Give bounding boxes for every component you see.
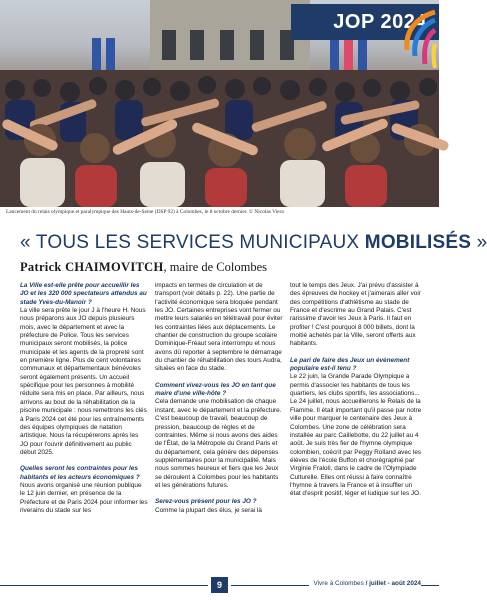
answer: tout le temps des Jeux. J'ai prévu d'assister à des épreuves de hockey et j'aimerais aller voir des compétitions d'athlétisme au stade de France et d'escrime au Grand Palais. C'est rarissime d'avoir les Jeux à Paris. Il faut en profiter ! C'est pourquoi 8 000 billets, dont la moitié achetés par la Ville, seront offerts aux habitants. <box>290 282 421 348</box>
question: Serez-vous présent pour les JO ? <box>155 498 257 506</box>
answer: Le 22 juin, la Grande Parade Olympique a permis d'associer les habitants de tous les quartiers, les clubs sportifs, les associations... Le 24 juillet, nous accueillerons le Relais de la Flamme. Il était important qu'il passe par notre ville pour marquer le centenaire des Jeux à Colombes. Une zone de célébration sera installée au parc Caillebotte, du 22 juillet au 4 août. Je suis très fier de l'hymne olympique colombien, coécrit par Peggy Rolland avec les élèves de l'école Buffon et chorégraphié par Virginie Fralolì, dans le cadre de l'Olympiade Culturelle. Elles ont réussi à faire connaître l'hymne à travers la France et à insuffler un état d'esprit positif, léger et ludique sur les JO. <box>290 373 422 498</box>
paragraph <box>290 282 422 349</box>
article-author <box>20 260 267 275</box>
article-title <box>20 232 487 254</box>
answer: impacts en termes de circulation et de transport (voir détails p. 22). Une partie de l'activité économique sera bloquée pendant les JO. Certaines entreprises vont fermer ou mettre leurs salariés en télétravail pour éviter les contraintes liées aux déplacements. Le chantier de construction du groupe scolaire Dominique-Fréaut sera interrompu et nous avons dû reporter à septembre le démarrage du chantier de réhabilitation des tours Audra, situées en face du stade. <box>155 282 283 373</box>
jop-logo-icon <box>397 10 437 70</box>
text-column-1 <box>20 282 148 523</box>
page-number: 9 <box>211 577 228 593</box>
paragraph <box>290 357 422 499</box>
footer-rule-left <box>0 585 208 586</box>
paragraph <box>155 498 283 515</box>
photo-building <box>150 0 310 78</box>
title-suffix: » <box>471 232 487 253</box>
answer: Nous avons organisé une réunion publique le 12 juin dernier, en présence de la Préfecture et de Paris 2024 pour informer les riverains du stade sur les <box>20 481 148 514</box>
crowd-illustration <box>0 70 439 207</box>
footer-magazine <box>309 580 421 587</box>
text-column-3 <box>290 282 422 507</box>
magazine-issue: / juillet - août 2024 <box>363 580 421 587</box>
question: Comment vivez-vous les JO en tant que maire d'une ville-hôte ? <box>155 381 276 398</box>
magazine-name: Vivre à Colombes <box>313 580 364 587</box>
author-role: , maire de Colombes <box>163 260 267 274</box>
title-prefix: « TOUS LES SERVICES MUNICIPAUX <box>20 232 365 253</box>
paragraph <box>20 465 148 515</box>
answer: La ville sera prête le jour J à l'heure H. Nous nous préparons aux JO depuis plusieurs mois, avec le département et avec la préfecture de Police. Tous les services municipaux seront mobilisés, la police municipale et les agents de la propreté sont en première ligne. Plus de cent volontaires communaux et départementaux bénévoles seront également présents. Un accueil spécifique pour les personnes à mobilité réduite sera mis en place. Par ailleurs, nous arrivons au bout de la réhabilitation de la piscine municipale : nous remettrons les clés à Paris 2024 cet été pour les entraînements des équipes olympiques de natation artistique. Nous la récupérerons après les JO pour l'ouvrir définitivement au public début 2025. <box>20 307 147 456</box>
page-footer <box>0 577 439 600</box>
jop-badge-label: JOP 2024 <box>333 10 427 33</box>
author-name: Patrick CHAIMOVITCH <box>20 260 164 274</box>
paragraph <box>155 382 283 490</box>
paragraph <box>20 282 148 457</box>
question: Le pari de faire des Jeux un événement populaire est-il tenu ? <box>290 356 410 373</box>
title-bold: MOBILISÉS <box>364 232 472 253</box>
photo-caption: Lancement du relais olympique et paralympique des Hauts-de-Seine (DSP 92) à Colombes, le 8 octobre dernier. © Nicolas Viera <box>6 209 284 215</box>
question: La Ville est-elle prête pour accueillir les JO et les 320 000 spectateurs attendus au stade Yves-du-Manoir ? <box>20 282 147 306</box>
answer: Cela demande une mobilisation de chaque instant, avec le département et la préfecture. C'est beaucoup de travail, beaucoup de pression, beaucoup de règles et de contraintes. Même si nous avons des aides de l'État, de la Métropole du Grand Paris et du département, cela génère des dépenses supplémentaires pour la municipalité. Mais nous sommes heureux et fiers que les Jeux se déroulent à Colombes pour les habitants et les générations futures. <box>155 398 282 489</box>
question: Quelles seront les contraintes pour les habitants et les acteurs économiques ? <box>20 465 140 481</box>
answer: Comme la plupart des élus, je serai là <box>155 506 262 514</box>
paragraph <box>155 282 283 374</box>
text-column-2 <box>155 282 283 523</box>
